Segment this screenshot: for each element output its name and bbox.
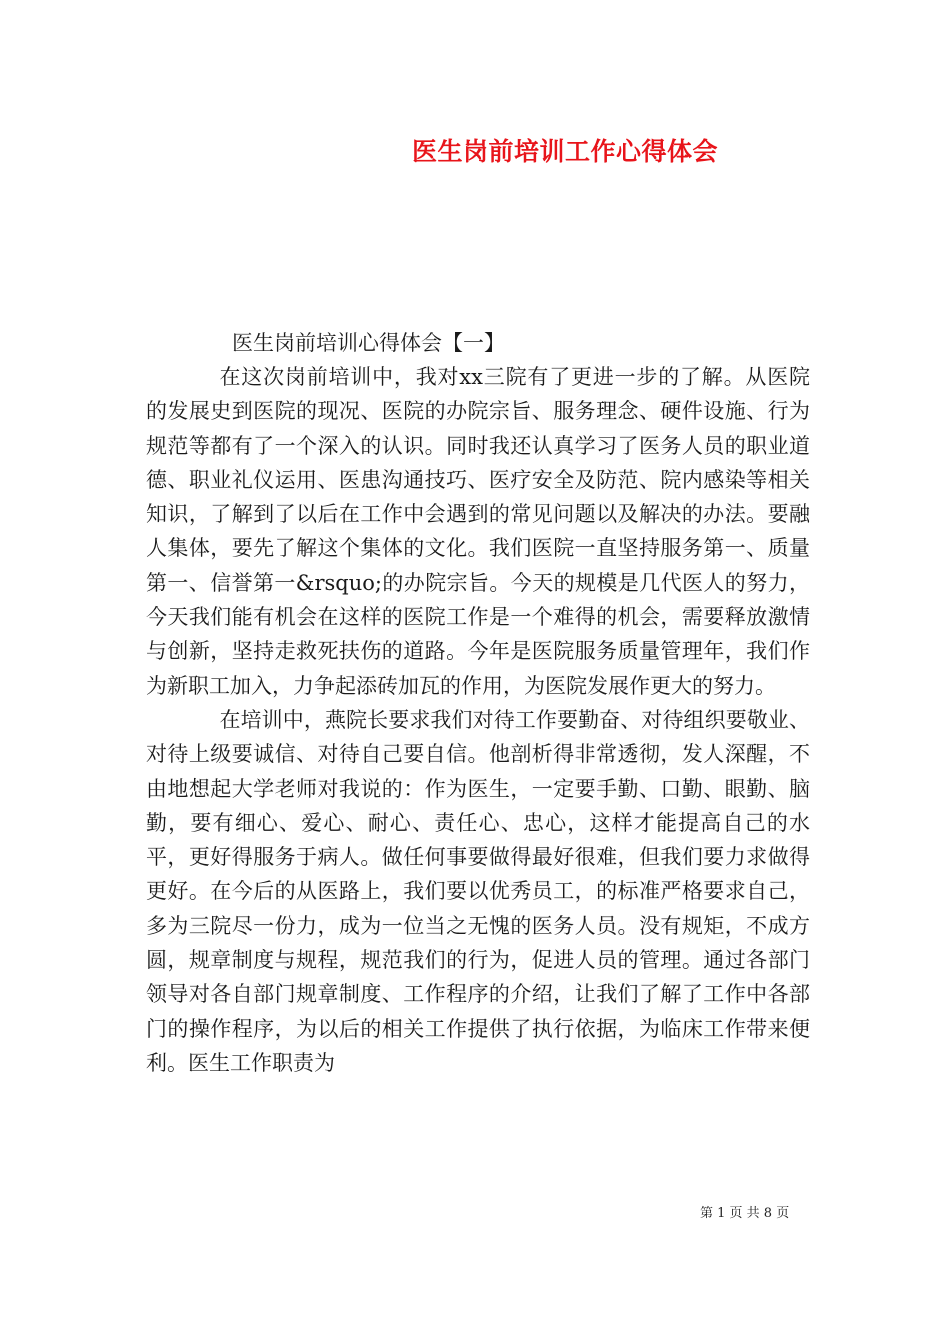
body-paragraph-2: 在培训中，燕院长要求我们对待工作要勤奋、对待组织要敬业、对待上级要诚信、对待自己要自信。他剖析得非常透彻，发人深醒，不由地想起大学老师对我说的：作为医生，一定要手勤、口勤、眼勤、脑勤，要有细心、爱心、耐心、责任心、忠心，这样才能提高自己的水平，更好得服务于病人。做任何事要做得最好很难，但我们要力求做得更好。在今后的从医路上，我们要以优秀员工，的标准严格要求自己，多为三院尽一份力，成为一位当之无愧的医务人员。没有规矩，不成方圆，规章制度与规程，规范我们的行为，促进人员的管理。通过各部门领导对各自部门规章制度、工作程序的介绍，让我们了解了工作中各部门的操作程序，为以后的相关工作提供了执行依据，为临床工作带来便利。医生工作职责为: [146, 707, 810, 1075]
page-number-footer: 第 1 页 共 8 页: [700, 1206, 790, 1221]
document-title: 医生岗前培训工作心得体会: [411, 137, 718, 166]
body-paragraph-1: 在这次岗前培训中，我对xx三院有了更进一步的了解。从医院的发展史到医院的现况、医院的办院宗旨、服务理念、硬件设施、行为规范等都有了一个深入的认识。同时我还认真学习了医务人员的职业道德、职业礼仪运用、医患沟通技巧、医疗安全及防范、院内感染等相关知识，了解到了以后在工作中会遇到的常见问题以及解决的办法。要融人集体，要先了解这个集体的文化。我们医院一直坚持服务第一、质量第一、信誉第一&rsquo;的办院宗旨。今天的规模是几代医人的努力，今天我们能有机会在这样的医院工作是一个难得的机会，需要释放激情与创新，坚持走救死扶伤的道路。今年是医院服务质量管理年，我们作为新职工加入，力争起添砖加瓦的作用，为医院发展作更大的努力。: [146, 365, 810, 698]
section-heading: 医生岗前培训心得体会【一】: [232, 331, 505, 355]
document-body: [146, 360, 810, 1080]
